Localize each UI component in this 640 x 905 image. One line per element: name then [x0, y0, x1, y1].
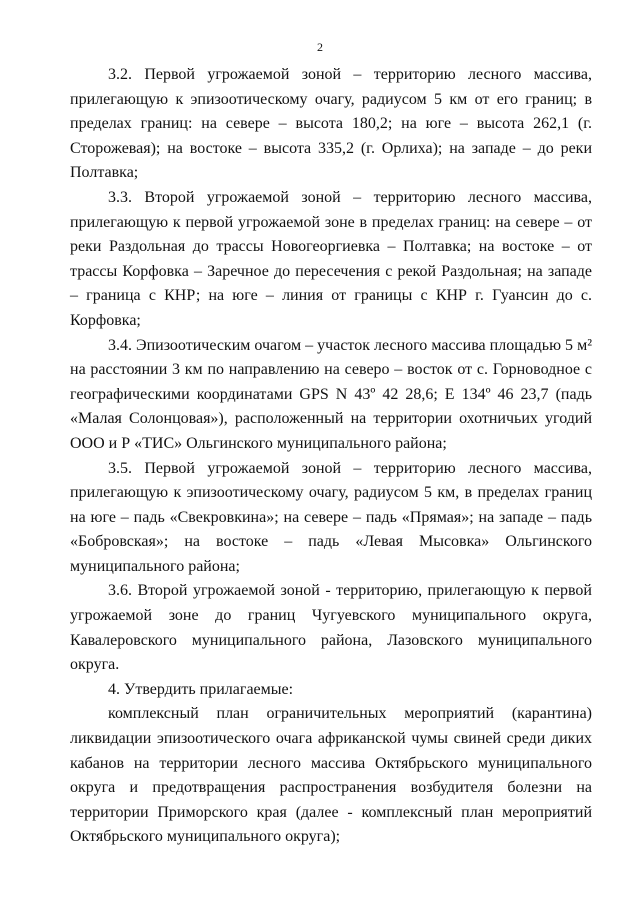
paragraph-3-5: 3.5. Первой угрожаемой зоной – территорию лесного массива, прилегающую к эпизоотическому очагу, радиусом 5 км, в пределах границ на юге – падь «Свекровкина»; на севере – падь «Прямая»; на западе – падь «Бобровская»; на востоке – падь «Левая Мысовка» Ольгинского муниципального района; [70, 459, 592, 575]
document-body [70, 63, 592, 850]
paragraph-3-2: 3.2. Первой угрожаемой зоной – территорию лесного массива, прилегающую к эпизоотическому очагу, радиусом 5 км от его границ; в пределах границ: на севере – высота 180,2; на юге – высота 262,1 (г. Сторожевая); на востоке – высота 335,2 (г. Орлиха); на западе – до реки Полтавка; [70, 66, 592, 182]
paragraph-4: 4. Утвердить прилагаемые: [108, 680, 294, 698]
paragraph-3-6: 3.6. Второй угрожаемой зоной - территорию, прилегающую к первой угрожаемой зоне до границ Чугуевского муниципального округа, Кавалеровского муниципального района, Лазовского муниципального округа. [70, 582, 592, 674]
page-number: 2 [317, 40, 323, 54]
paragraph-complex-plan: комплексный план ограничительных мероприятий (карантина) ликвидации эпизоотического очага африканской чумы свиней среди диких кабанов на территории лесного массива Октябрьского муниципального округа и предотвращения распространения возбудителя болезни на территории Приморского края (далее - комплексный план мероприятий Октябрьского муниципального округа); [70, 705, 592, 846]
paragraph-3-3: 3.3. Второй угрожаемой зоной – территорию лесного массива, прилегающую к первой угрожаемой зоне в пределах границ: на севере – от реки Раздольная до трассы Новогеоргиевка – Полтавка; на востоке – от трассы Корфовка – Заречное до пересечения с рекой Раздольная; на западе – граница с КНР; на юге – линия от границы с КНР г. Гуансин до с. Корфовка; [70, 188, 592, 329]
paragraph-3-4: 3.4. Эпизоотическим очагом – участок лесного массива площадью 5 м² на расстоянии 3 км по направлению на северо – восток от с. Горноводное с географическими координатами GPS N 43º 42 28,6; E 134º 46 23,7 (падь «Малая Солонцовая»), расположенный на территории охотничьих угодий ООО и Р «ТИС» Ольгинского муниципального района; [70, 336, 592, 452]
